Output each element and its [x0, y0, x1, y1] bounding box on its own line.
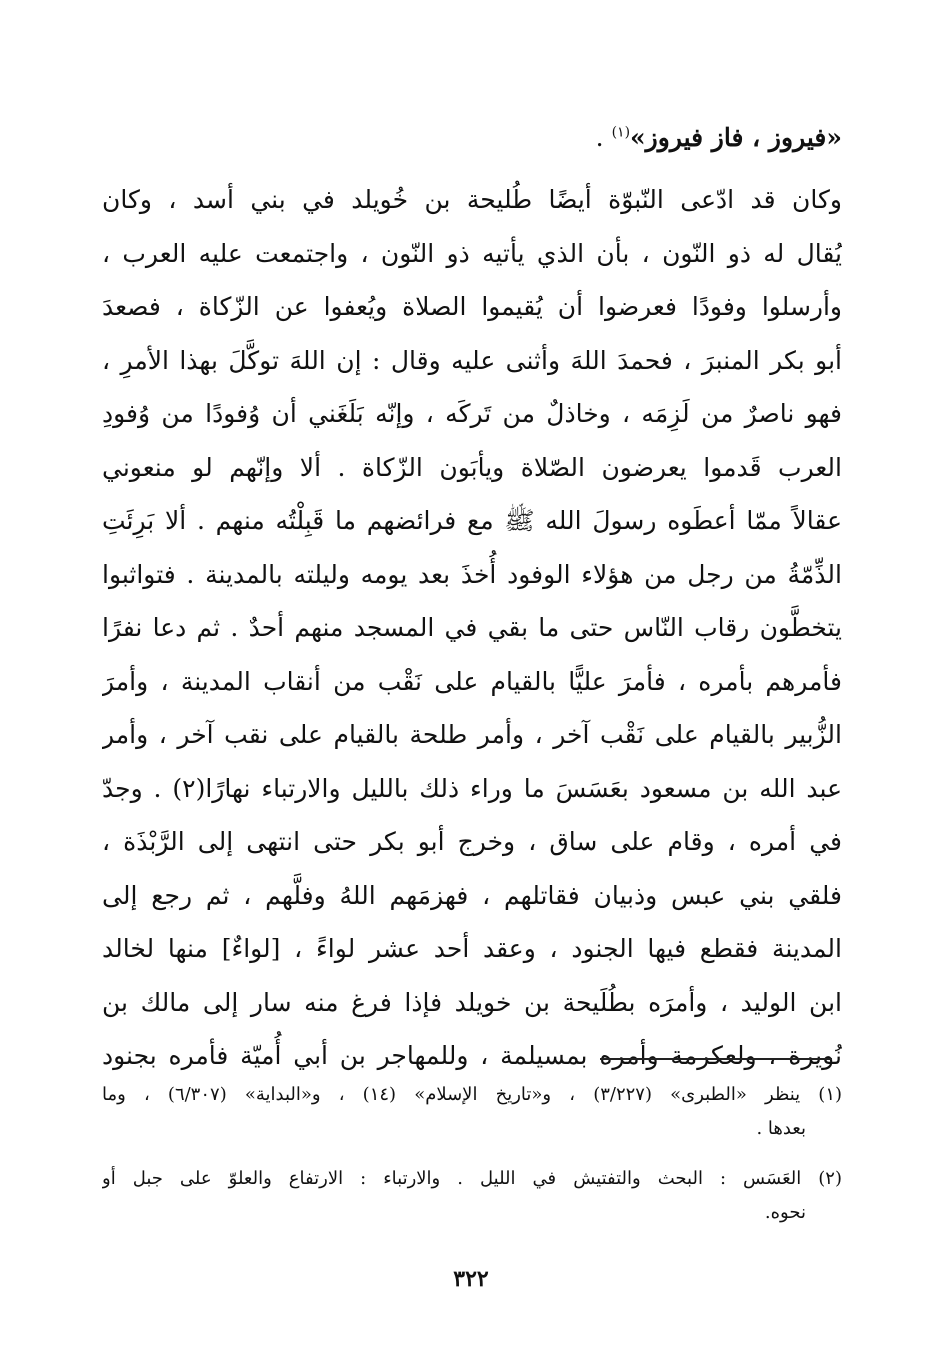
- text-line: الزُّبير بالقيام على نَقْب آخر ، وأمر طلحة بالقيام على نقب آخر ، وأمر: [102, 720, 842, 749]
- footnotes: [102, 1078, 842, 1230]
- text-line: فلقي بني عبس وذبيان فقاتلهم ، فهزمَهم اللهُ وفلَّهم ، ثم رجع إلى: [102, 880, 842, 910]
- text-line: الذِّمّةُ من رجل من هؤلاء الوفود أُخذَ بعد يومه وليلته بالمدينة . فتواثبوا: [102, 559, 842, 589]
- footnote-1-line-2: بعدها .: [756, 1118, 806, 1139]
- footnote-gap: [102, 1146, 842, 1162]
- text-line: وكان قد ادّعى النّبوّة أيضًا طُليحة بن خُويلد في بني أسد ، وكان: [102, 185, 842, 214]
- text-line: وأرسلوا وفودًا فعرضوا أن يُقيموا الصلاة ويُعفوا عن الزّكاة ، فصعدَ: [102, 292, 842, 321]
- text-line: عقالاً ممّا أعطَوه رسولَ الله ﷺ مع فرائضهم ما قَبِلْتُه منهم . ألا بَرِئَتِ: [102, 506, 842, 535]
- footnote-1-line-1: (١) ينظر «الطبرى» (٣/٢٢٧) ، و«تاريخ الإسلام» (١٤) ، و«البداية» (٦/٣٠٧) ، وما: [102, 1084, 842, 1105]
- text-line: العرب قَدموا يعرضون الصّلاة ويأبَون الزّكاة . ألا وإنّهم لو منعوني: [102, 452, 842, 482]
- footnote-ref-1: (١): [611, 124, 631, 141]
- opening-quote-text: «فيروز ، فاز فيروز»: [630, 123, 842, 152]
- text-line: يُقال له ذو النّون ، بأن الذي يأتيه ذو النّون ، واجتمعت عليه العرب ،: [102, 238, 842, 268]
- footnote-2-line-2: نحوه.: [764, 1202, 806, 1223]
- text-line: ابن الوليد ، وأمرَه بطُلَيحة بن خويلد فإذا فرغ منه سار إلى مالك بن: [102, 987, 842, 1017]
- text-line: أبو بكر المنبرَ ، فحمدَ اللهَ وأثنى عليه وقال : إن اللهَ توكَّلَ بهذا الأمرِ ،: [102, 345, 842, 375]
- page-number: ٣٢٢: [453, 1266, 489, 1292]
- main-text: [102, 173, 842, 1083]
- text-line: فأمرهم بأمره ، فأمرَ عليًّا بالقيام على نَقْب من أنقاب المدينة ، وأمرَ: [102, 666, 842, 696]
- text-line: في أمره ، وقام على ساق ، وخرج أبو بكر حتى انتهى إلى الرَّبْذَة ،: [102, 827, 842, 856]
- footnote-2-line-1: (٢) العَسَس : البحث والتفتيش في الليل . والارتباء : الارتفاع والعلوّ على جبل أو: [102, 1168, 842, 1189]
- text-line: عبد الله بن مسعود بعَسَسَ ما وراء ذلك بالليل والارتباء نهارًا(٢) . وجدّ: [102, 773, 842, 803]
- opening-quote: [100, 118, 842, 158]
- text-line: فهو ناصرٌ من لَزِمَه ، وخاذلٌ من تَركَه ، وإنّه بَلَغَني أن وُفودًا من وُفودِ: [102, 399, 842, 428]
- text-line: نُويرة ، ولعكرمة وأمره بمسيلمة ، وللمهاجر بن أبي أُميّة فأمره بجنود: [102, 1041, 842, 1070]
- opening-quote-tail: .: [595, 123, 612, 152]
- text-line: المدينة فقطع فيها الجنود ، وعقد أحد عشر لواءً ، [لواءٌ] منها لخالد: [102, 934, 842, 963]
- text-line: يتخطَّون رقاب النّاس حتى ما بقي في المسجد منهم أحدٌ . ثم دعا نفرًا: [102, 613, 842, 642]
- footnote-separator: [600, 1058, 832, 1060]
